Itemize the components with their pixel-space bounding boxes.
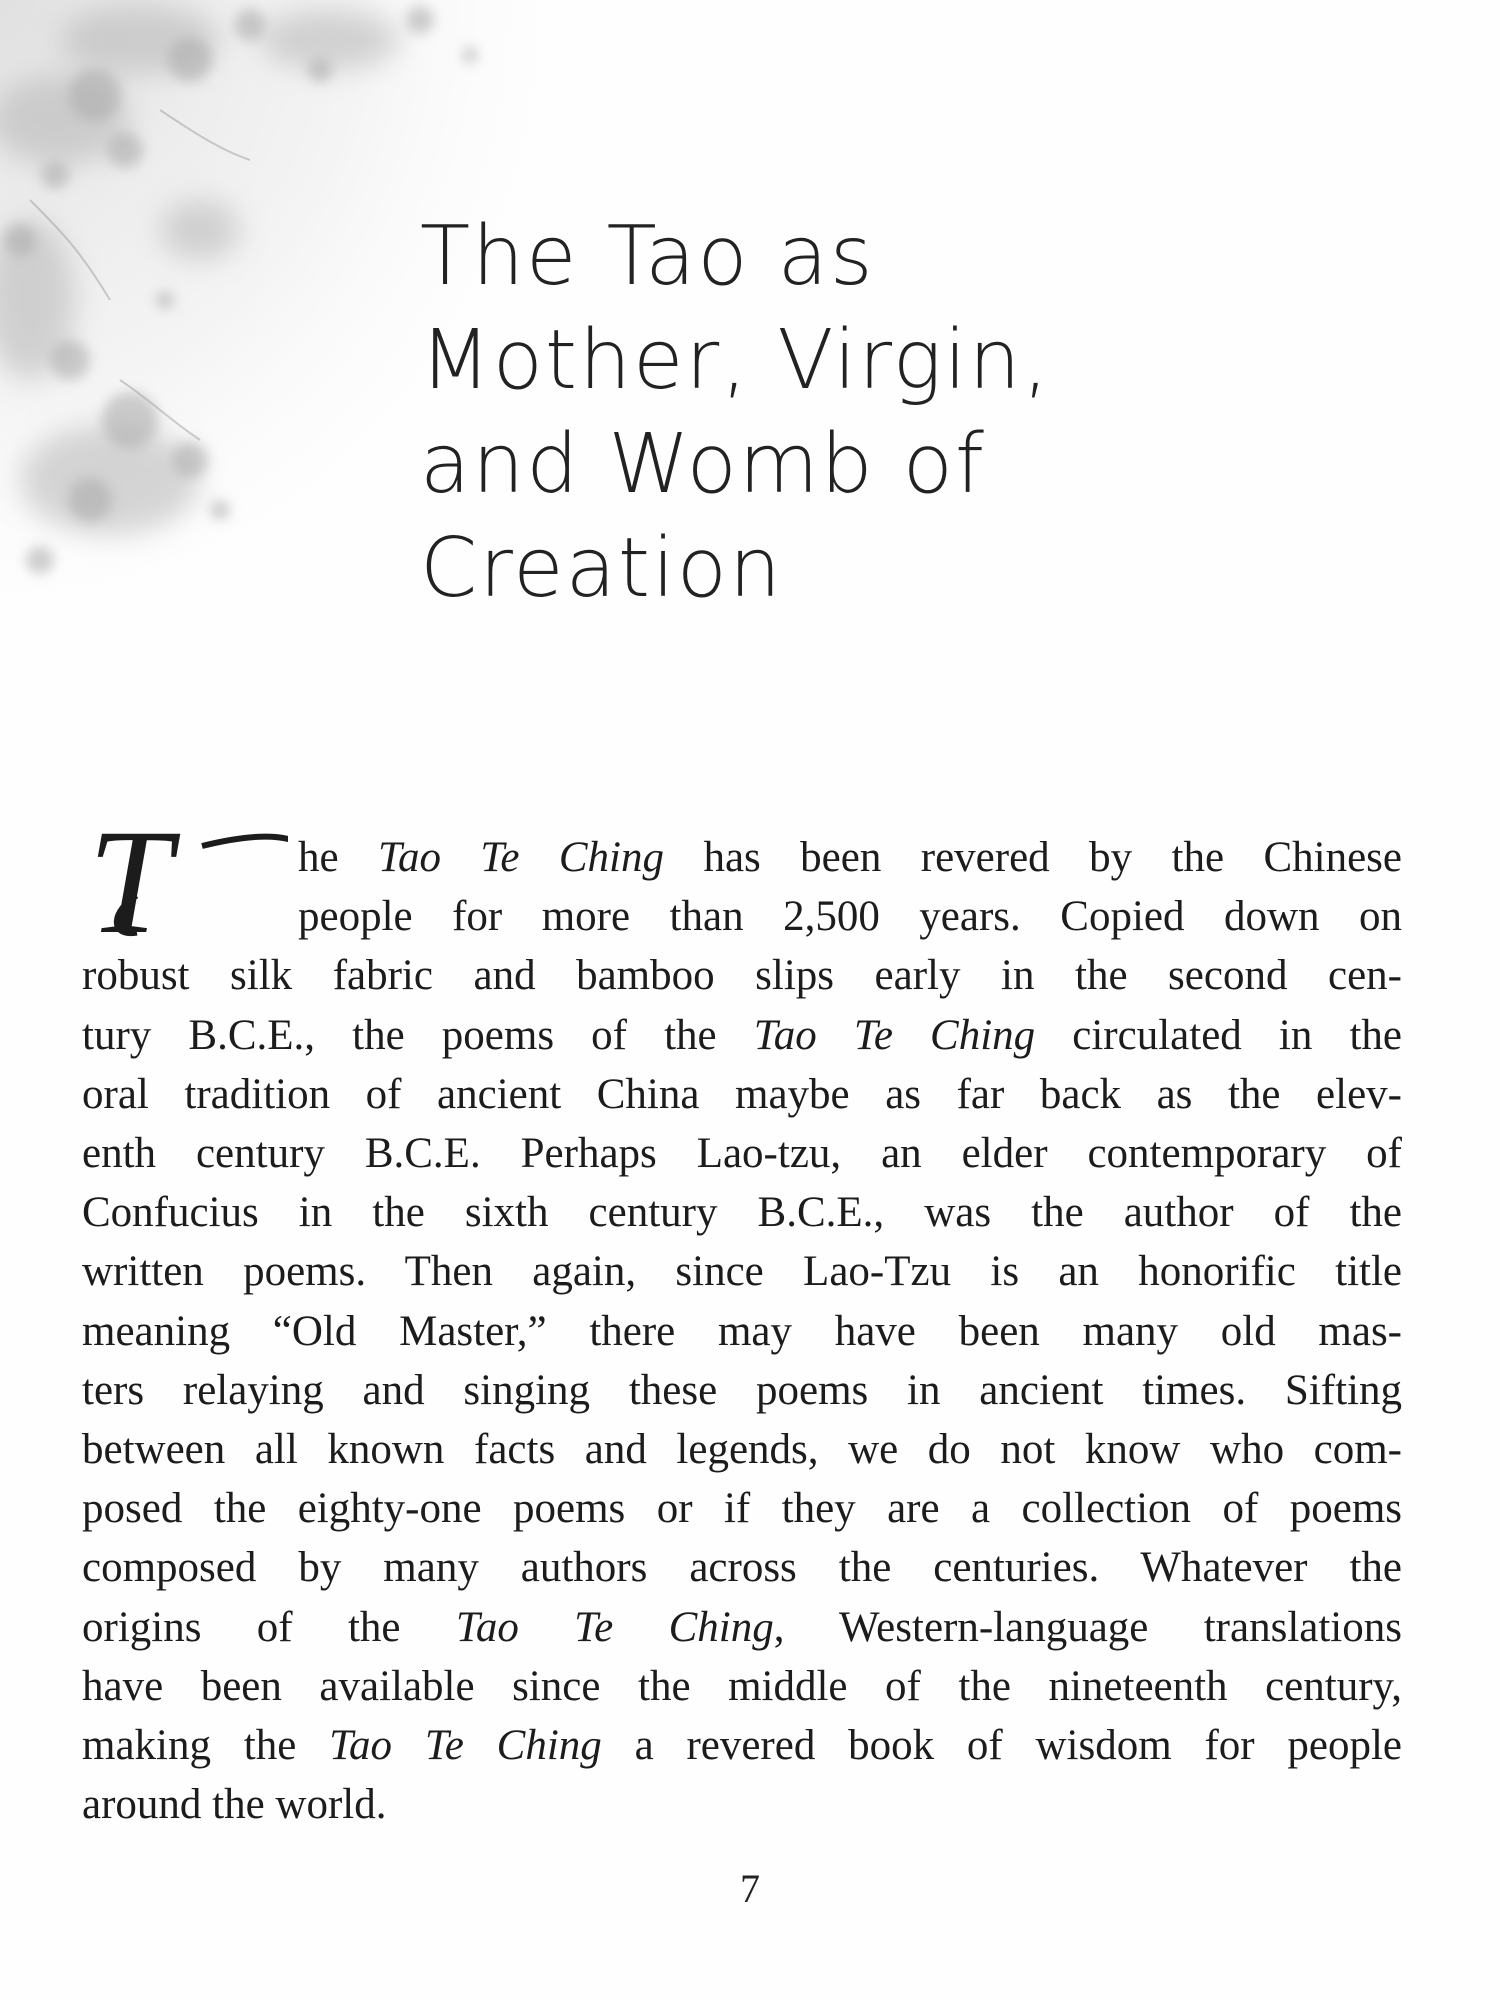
chapter-title-line: Mother, Virgin, [420, 313, 1051, 408]
text-run: ters relaying and singing these poems in ancient times. Sifting [82, 1366, 1402, 1414]
chapter-title-line: The Tao as [420, 209, 875, 304]
book-title-italic: Tao Te Ching [378, 834, 665, 881]
text-line [82, 1538, 1402, 1597]
text-run: Confucius in the sixth century B.C.E., was the author of the [82, 1189, 1402, 1237]
text-run: between all known facts and legends, we do not know who com- [82, 1426, 1402, 1474]
chapter-title [420, 205, 1320, 621]
text-run: people for more than 2,500 years. Copied down on [298, 893, 1402, 941]
text-line [82, 946, 1402, 1005]
text-run: meaning “Old Master,” there may have been many old mas- [82, 1307, 1402, 1355]
body-lines [82, 828, 1402, 1834]
text-line [82, 1006, 1402, 1065]
text-run: written poems. Then again, since Lao-Tzu is an honorific title [82, 1248, 1402, 1296]
text-run: tury B.C.E., the poems of the [82, 1011, 754, 1059]
text-run: enth century B.C.E. Perhaps Lao-tzu, an elder contemporary of [82, 1130, 1402, 1178]
text-run: making the [82, 1722, 330, 1770]
text-run: oral tradition of ancient China maybe as far back as the elev- [82, 1070, 1402, 1118]
drop-cap-glyph [82, 828, 288, 940]
book-title-italic: Tao Te Ching [753, 1011, 1036, 1059]
text-run: robust silk fabric and bamboo slips early in the second cen- [82, 952, 1402, 1000]
text-line [82, 1065, 1402, 1124]
page-number: 7 [740, 1866, 760, 1911]
text-line [82, 1598, 1402, 1657]
text-run: , Western-language translations [773, 1603, 1402, 1651]
text-line [82, 1183, 1402, 1242]
text-run: he [298, 834, 379, 881]
text-run: composed by many authors across the centuries. Whatever the [82, 1544, 1402, 1592]
text-run: has been revered by the Chinese [664, 834, 1402, 881]
text-line [82, 1479, 1402, 1538]
text-run: a revered book of wisdom for people [601, 1722, 1402, 1770]
drop-cap [82, 828, 288, 940]
text-run: posed the eighty-one poems or if they are a collection of poems [82, 1485, 1402, 1533]
text-line [82, 1657, 1402, 1716]
text-line [82, 1716, 1402, 1775]
body-paragraph [82, 828, 1402, 1834]
text-run: around the world. [82, 1781, 387, 1829]
text-line [82, 1361, 1402, 1420]
text-run: origins of the [82, 1603, 456, 1651]
chapter-title-line: Creation [420, 521, 783, 616]
text-line [82, 1124, 1402, 1183]
text-run: have been available since the middle of the nineteenth century, [82, 1662, 1402, 1710]
text-line [82, 1420, 1402, 1479]
text-line [82, 1302, 1402, 1361]
book-title-italic: Tao Te Ching [329, 1722, 602, 1770]
text-line [82, 1775, 1402, 1834]
drop-cap-letter: T [88, 828, 172, 940]
book-title-italic: Tao Te Ching [455, 1603, 774, 1651]
text-line [82, 1242, 1402, 1301]
chapter-title-line: and Womb of [420, 417, 986, 512]
text-run: circulated in the [1035, 1011, 1402, 1059]
